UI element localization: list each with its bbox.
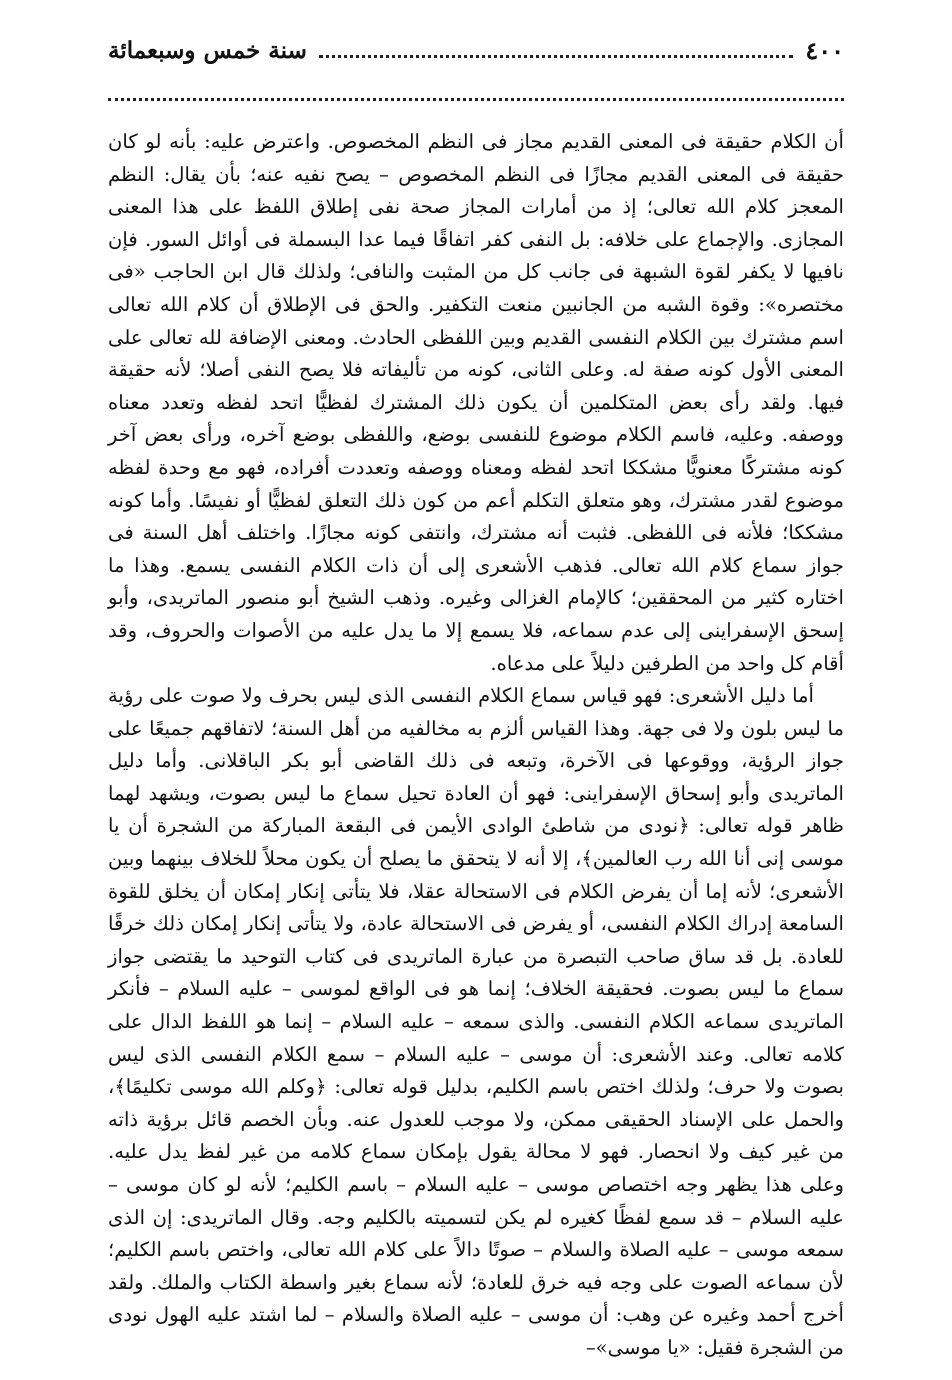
- paragraph: أن الكلام حقيقة فى المعنى القديم مجاز فى النظم المخصوص. واعترض عليه: بأنه لو كان حقيقة فى المعنى القديم مجازًا فى النظم المخصوص – يصح نفيه عنه؛ بأن يقال: النظم المعجز كلام الله تعالى؛ إذ من أمارات المجاز صحة نفى إطلاق اللفظ على هذا المعنى المجازى. والإجماع على خلافه: بل النفى كفر اتفاقًا فيما عدا البسملة فى أوائل السور. فإن نافيها لا يكفر لقوة الشبهة فى جانب كل من المثبت والنافى؛ ولذلك قال ابن الحاجب «فى مختصره»: وقوة الشبه من الجانبين منعت التكفير. والحق فى الإطلاق أن كلام الله تعالى اسم مشترك بين الكلام النفسى القديم وبين اللفظى الحادث. ومعنى الإضافة لله تعالى على المعنى الأول كونه صفة له. وعلى الثانى، كونه من تأليفاته فلا يصح النفى أصلا؛ لأنه حقيقة فيها. ولقد رأى بعض المتكلمين أن يكون ذلك المشترك لفظيًّا اتحد لفظه وتعدد معناه ووصفه. وعليه، فاسم الكلام موضوع للنفسى بوضع، واللفظى بوضع آخره، ورأى بعض آخر كونه مشتركًا معنويًّا مشككا اتحد لفظه ومعناه ووصفه وتعددت أفراده، فهو مع وحدة لفظه موضوع لقدر مشترك، وهو متعلق التكلم أعم من كون ذلك التعلق لفظيًّا أو نفيسًا. وأما كونه مشككا؛ فلأنه فى اللفظى. فثبت أنه مشترك، وانتفى كونه مجازًا. واختلف أهل السنة فى جواز سماع كلام الله تعالى. فذهب الأشعرى إلى أن ذات الكلام النفسى يسمع. وهذا ما اختاره كثير من المحققين؛ كالإمام الغزالى وغيره. وذهب الشيخ أبو منصور الماتريدى، وأبو إسحق الإسفراينى إلى عدم سماعه، فلا يسمع إلا ما يدل عليه من الأصوات والحروف، وقد أقام كل واحد من الطرفين دليلاً على مدعاه.: [108, 130, 844, 675]
- header-dotted-rule: [108, 98, 844, 101]
- page-body: [108, 126, 844, 1365]
- running-title: سنة خمس وسبعمائة: [108, 36, 307, 64]
- page-number: ٤٠٠: [805, 35, 844, 65]
- paragraph: أما دليل الأشعرى: فهو قياس سماع الكلام النفسى الذى ليس بحرف ولا صوت على رؤية ما ليس بلون ولا فى جهة. وهذا القياس ألزم به مخالفيه من أهل السنة؛ لاتفاقهم جميعًا على جواز الرؤية، ووقوعها فى الآخرة، وتبعه فى ذلك القاضى أبو بكر الباقلانى. وأما دليل الماتريدى وأبو إسحاق الإسفراينى: فهو أن العادة تحيل سماع ما ليس بصوت، ويشهد لهما ظاهر قوله تعالى: ﴿نودى من شاطئ الوادى الأيمن فى البقعة المباركة من الشجرة أن يا موسى إنى أنا الله رب العالمين﴾، إلا أنه لا يتحقق ما يصلح أن يكون محلاً للخلاف بينهما وبين الأشعرى؛ لأنه إما أن يفرض الكلام فى الاستحالة عقلا، فلا يتأتى إنكار إمكان أن يخلق للقوة السامعة إدراك الكلام النفسى، أو يفرض فى الاستحالة عادة، ولا يتأتى إنكار إمكان ذلك خرقًا للعادة. بل قد ساق صاحب التبصرة من عبارة الماتريدى فى كتاب التوحيد ما يقتضى جواز سماع ما ليس بصوت. فحقيقة الخلاف؛ إنما هو فى الواقع لموسى – عليه السلام – فأنكر الماتريدى سماعه الكلام النفسى. والذى سمعه – عليه السلام – إنما هو اللفظ الدال على كلامه تعالى. وعند الأشعرى: أن موسى – عليه السلام – سمع الكلام النفسى الذى ليس بصوت ولا حرف؛ ولذلك اختص باسم الكليم، بدليل قوله تعالى: ﴿وكلم الله موسى تكليمًا﴾، والحمل على الإسناد الحقيقى ممكن، ولا موجب للعدول عنه. وبأن الخصم قائل برؤية ذاته من غير كيف ولا انحصار. فهو لا محالة يقول بإمكان سماع كلامه من غير لفظ يدل عليه. وعلى هذا يظهر وجه اختصاص موسى – عليه السلام – باسم الكليم؛ لأنه لو كان موسى – عليه السلام – قد سمع لفظًا كغيره لم يكن لتسميته بالكليم وجه. وقال الماتريدى: إن الذى سمعه موسى – عليه الصلاة والسلام – صوتًا دالاً على كلام الله تعالى، واختص باسم الكليم؛ لأن سماعه الصوت على وجه فيه خرق للعادة؛ لأنه سماع بغير واسطة الكتاب والملك. ولقد أخرج أحمد وغيره عن وهب: أن موسى – عليه الصلاة والسلام – لما اشتد عليه الهول نودى من الشجرة فقيل: «يا موسى»–: [108, 684, 844, 1359]
- header-dotted-leader: [319, 43, 793, 58]
- page-header: [108, 30, 844, 70]
